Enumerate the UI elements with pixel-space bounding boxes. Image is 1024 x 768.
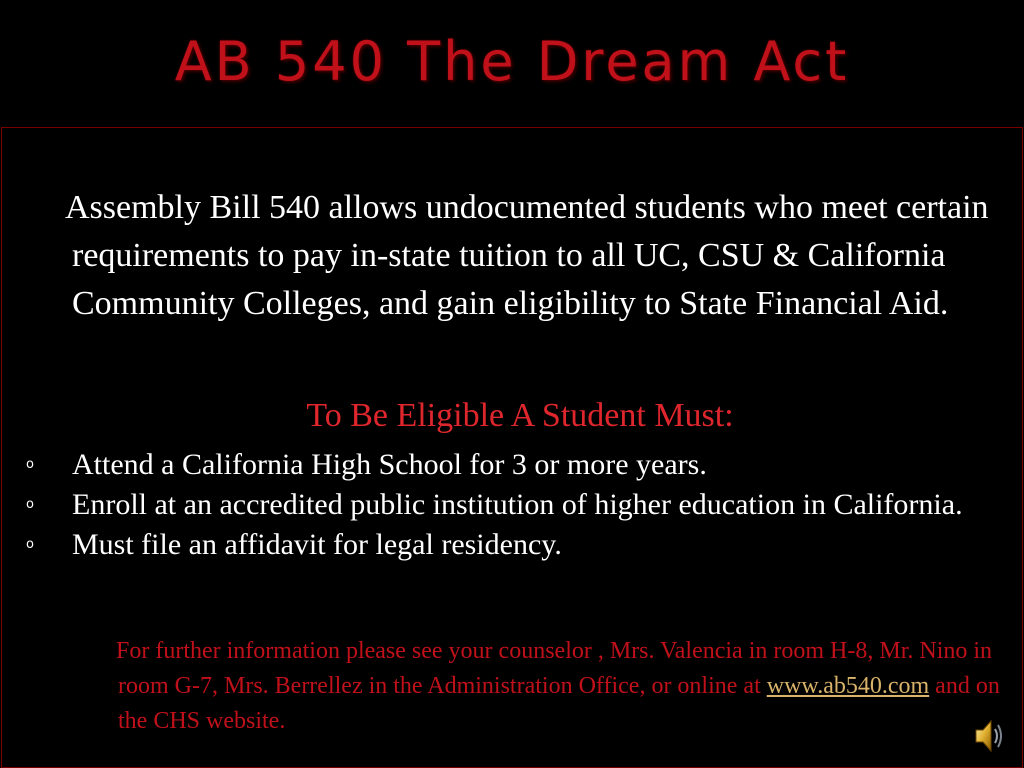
website-link[interactable]: www.ab540.com: [766, 673, 930, 699]
list-item: [0, 525, 1010, 565]
list-item: [0, 485, 1010, 525]
bullet-marker: o: [26, 497, 34, 512]
contact-info: [118, 634, 1008, 739]
contact-text-end: and on the CHS website.: [118, 673, 1000, 734]
slide-title: AB 540 The Dream Act: [174, 30, 850, 93]
requirement-text: Enroll at an accredited public institution of higher education in California.: [72, 488, 963, 521]
requirement-text: Must file an affidavit for legal residency.: [72, 528, 562, 561]
requirements-list: [0, 445, 1010, 565]
intro-paragraph: Assembly Bill 540 allows undocumented students who meet certain requirements to pay in-state tuition to all UC, CSU & California Community Colleges, and gain eligibility to State Financial Aid.: [65, 189, 989, 322]
contact-text: For further information please see your counselor , Mrs. Valencia in room H-8, Mr. Nino in room G-7, Mrs. Berrellez in the Administration Office, or online at: [116, 638, 993, 699]
speaker-icon[interactable]: [973, 716, 1005, 756]
bullet-marker: o: [26, 537, 34, 552]
list-item: [0, 445, 1010, 485]
bullet-marker: o: [26, 457, 34, 472]
eligibility-heading: To Be Eligible A Student Must:: [306, 397, 734, 434]
requirement-text: Attend a California High School for 3 or more years.: [72, 448, 707, 481]
